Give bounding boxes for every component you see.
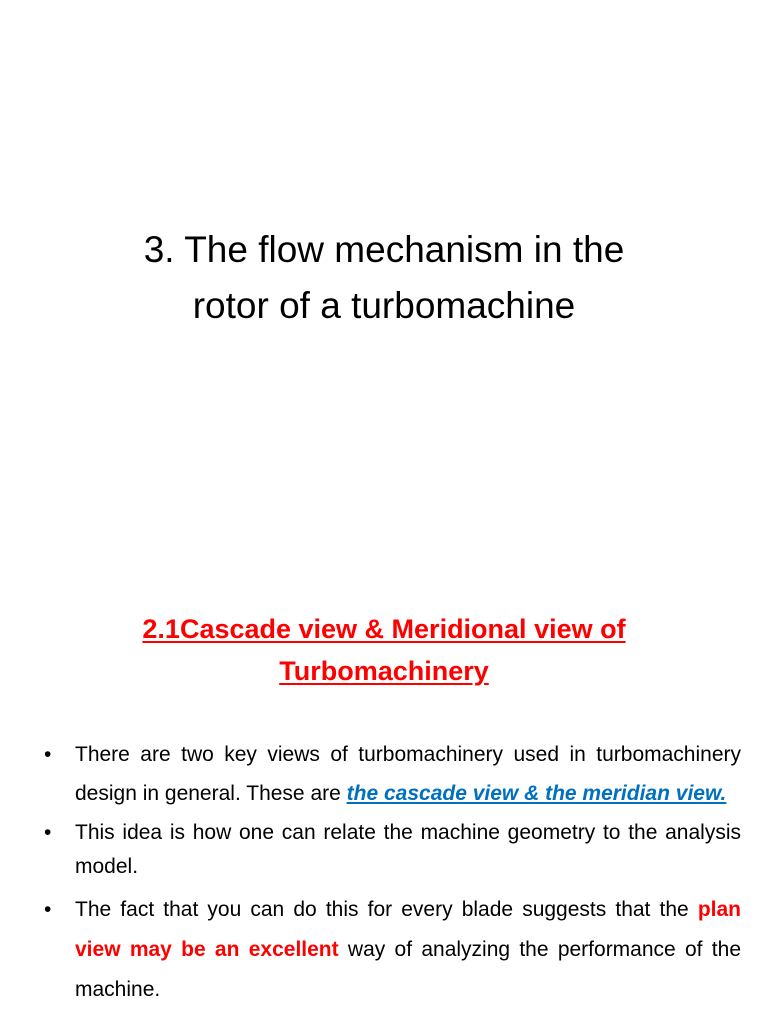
slide-title-line-1: 3. The flow mechanism in the	[143, 229, 625, 270]
slide-title-line-2: rotor of a turbomachine	[192, 285, 576, 326]
section-heading-line-1: 2.1Cascade view & Meridional view of	[142, 614, 626, 644]
cascade-meridian-link[interactable]: the cascade view & the meridian view.	[346, 782, 727, 805]
bullet-dot-icon: •	[44, 743, 52, 766]
slide-title	[60, 222, 708, 334]
bullet-text: The fact that you can do this for every blade suggests that the	[75, 898, 698, 921]
bullet-item-key-views	[0, 735, 768, 813]
bullet-list	[0, 735, 768, 1013]
highlight-text: plan view may be an excellent	[75, 898, 741, 961]
bullet-dot-icon: •	[44, 898, 52, 921]
bullet-text: There are two key views of turbomachinery used in turbomachinery design in general. These are	[75, 743, 741, 805]
section-heading	[40, 608, 728, 692]
bullet-item-plan-view	[0, 890, 768, 1010]
bullet-dot-icon: •	[44, 821, 52, 844]
bullet-text-tail: way of analyzing the performance of the machine.	[75, 938, 741, 1001]
bullet-item-geometry	[0, 816, 768, 884]
section-heading-line-2: Turbomachinery	[279, 656, 489, 686]
bullet-text: This idea is how one can relate the machine geometry to the analysis model.	[75, 821, 741, 878]
